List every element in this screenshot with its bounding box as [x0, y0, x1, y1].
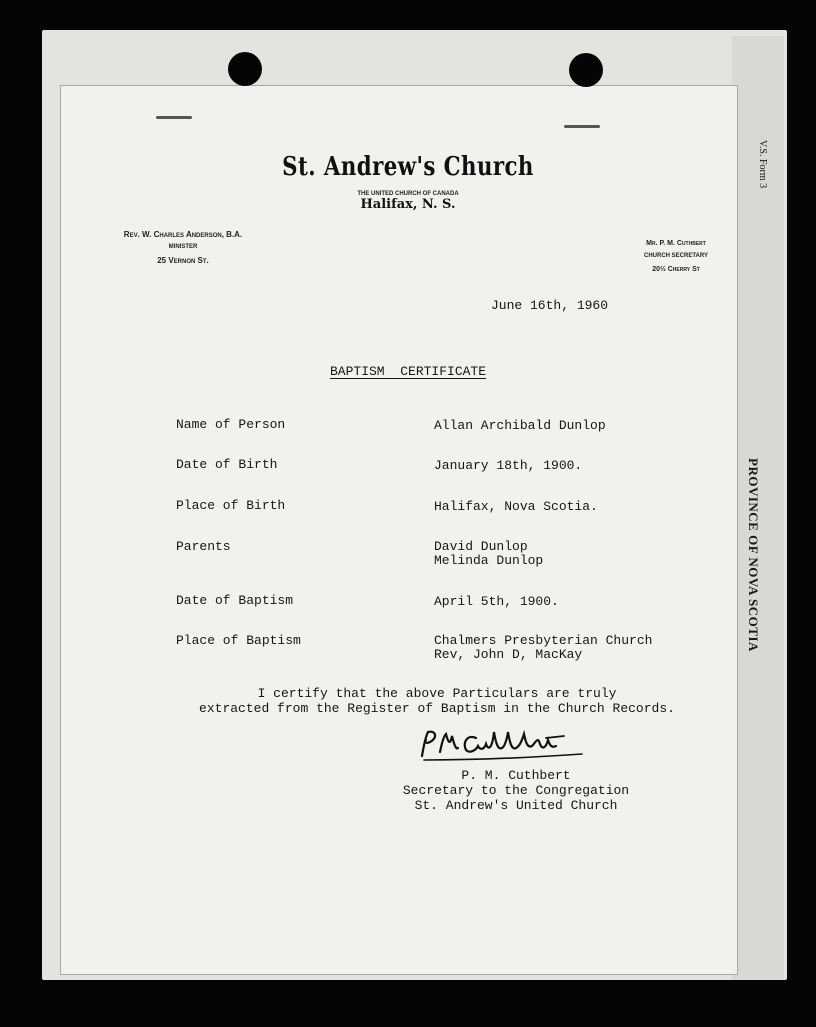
fastener-mark-left	[156, 116, 192, 119]
certification-line-1: I certify that the above Particulars are truly	[257, 686, 617, 701]
punch-hole-right	[569, 53, 603, 87]
form-number: V.S. Form 3	[757, 140, 768, 189]
field-value-parent-2: Melinda Dunlop	[434, 553, 544, 568]
secretary-name: Mr. P. M. Cuthbert	[646, 240, 706, 247]
field-label-baptism-place: Place of Baptism	[176, 633, 301, 648]
field-value-officiant: Rev, John D, MacKay	[434, 647, 583, 662]
secretary-block	[608, 237, 744, 276]
minister-address: 25 Vernon St.	[157, 256, 209, 265]
signature-block	[400, 768, 632, 813]
denomination: THE UNITED CHURCH OF CANADA	[357, 191, 459, 197]
field-value-baptism-place: Chalmers Presbyterian Church	[434, 633, 653, 648]
field-label-birth-date: Date of Birth	[176, 457, 278, 472]
certificate-title: BAPTISM CERTIFICATE	[330, 364, 487, 379]
field-value-parent-1: David Dunlop	[434, 539, 528, 554]
field-value-name: Allan Archibald Dunlop	[434, 418, 606, 433]
field-value-birth-date: January 18th, 1900.	[434, 458, 583, 473]
punch-hole-left	[228, 52, 262, 86]
secretary-title: CHURCH SECRETARY	[643, 253, 708, 259]
province-label: PROVINCE OF NOVA SCOTIA	[746, 458, 761, 652]
signer-name: P. M. Cuthbert	[461, 768, 571, 783]
minister-title: MINISTER	[168, 244, 198, 250]
certification-line-2: extracted from the Register of Baptism in the Church Records.	[199, 701, 675, 716]
document-date: June 16th, 1960	[491, 298, 609, 313]
signer-title: Secretary to the Congregation	[402, 783, 630, 798]
signer-church: St. Andrew's United Church	[414, 798, 618, 813]
certificate-page	[60, 85, 738, 975]
fastener-mark-right	[564, 125, 600, 128]
certification-statement	[177, 686, 697, 716]
field-label-baptism-date: Date of Baptism	[176, 593, 294, 608]
field-label-parents: Parents	[176, 539, 231, 554]
secretary-address: 20½ Cherry St	[652, 266, 700, 273]
church-city: Halifax, N. S.	[360, 197, 456, 212]
field-label-birth-place: Place of Birth	[176, 498, 286, 513]
church-name: St. Andrew's Church	[282, 152, 534, 182]
minister-name: Rev. W. Charles Anderson, B.A.	[123, 230, 243, 239]
field-value-birth-place: Halifax, Nova Scotia.	[434, 499, 598, 514]
field-label-name: Name of Person	[176, 417, 286, 432]
field-value-baptism-date: April 5th, 1900.	[434, 594, 559, 609]
minister-block	[108, 228, 258, 267]
handwritten-signature	[414, 724, 586, 766]
